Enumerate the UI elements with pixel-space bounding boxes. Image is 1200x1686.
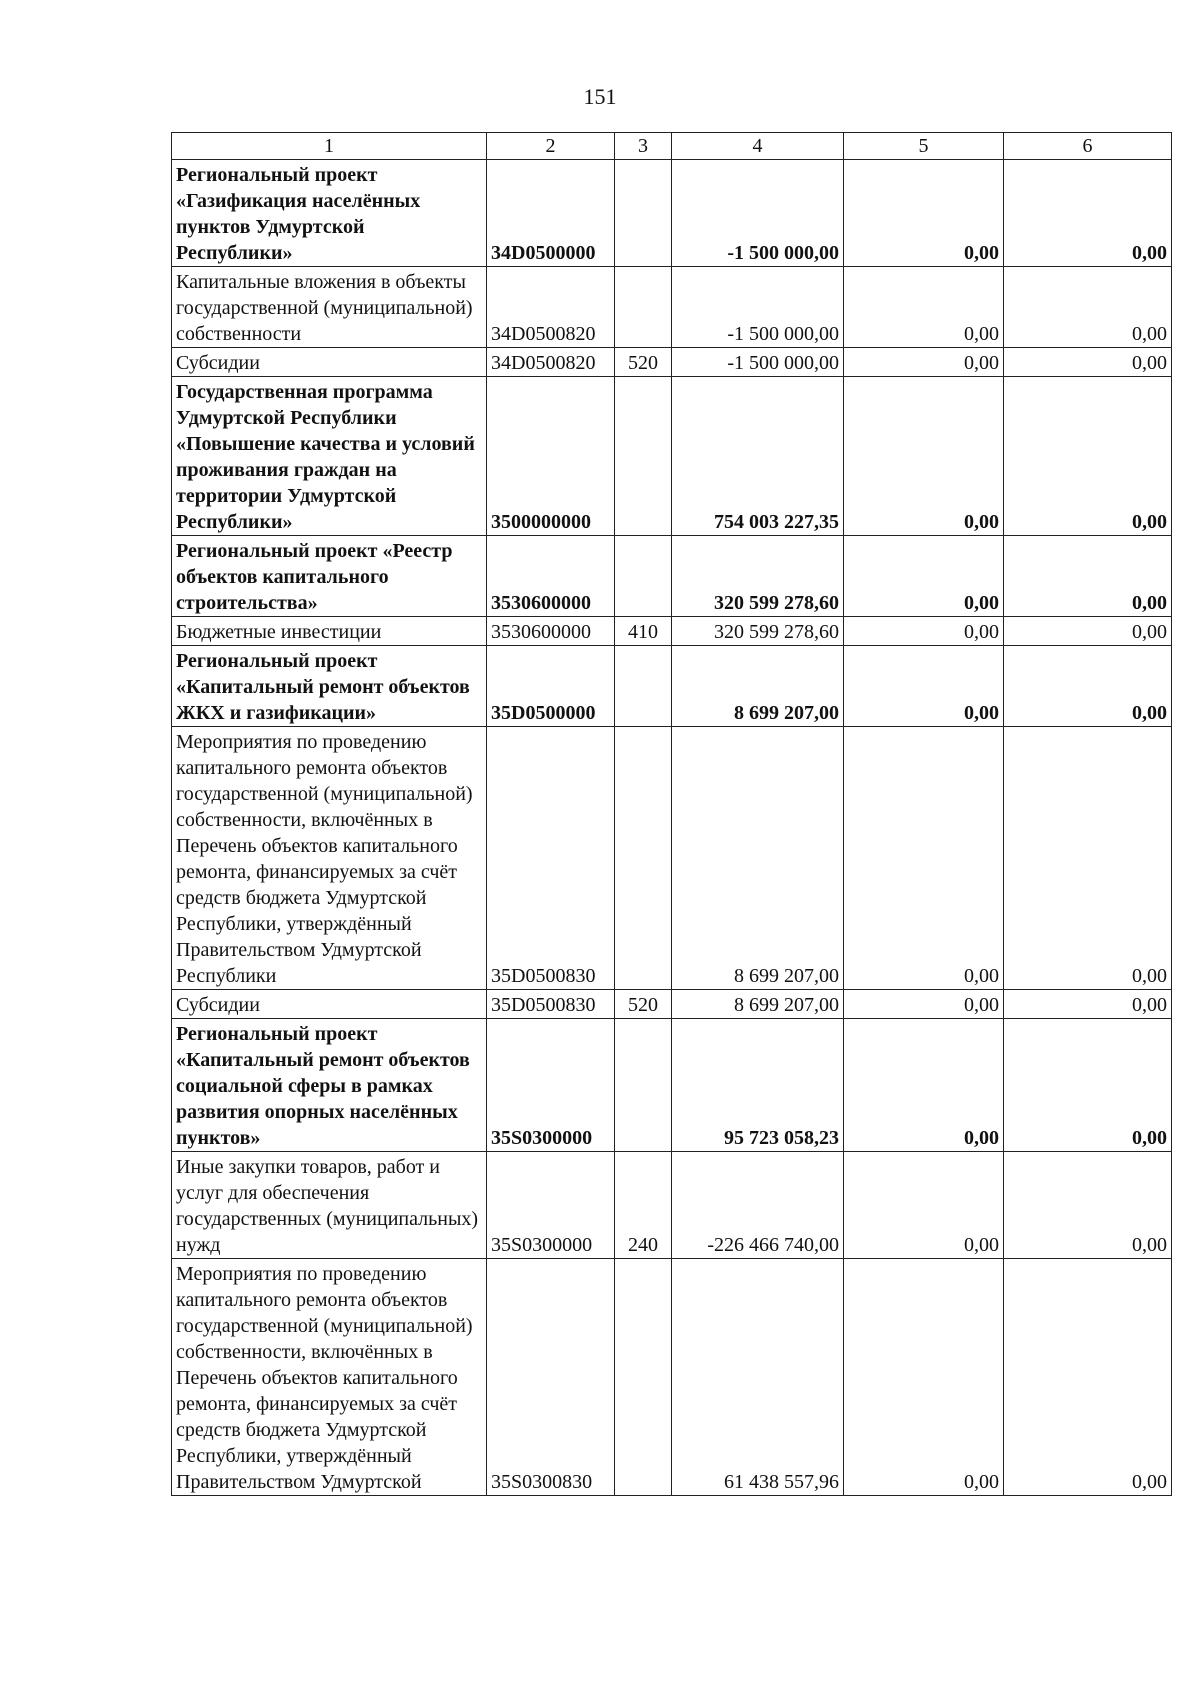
row-code-cell: 34D0500000 bbox=[487, 160, 615, 267]
row-col6-cell: 0,00 bbox=[1004, 1019, 1172, 1152]
row-col5-cell: 0,00 bbox=[844, 267, 1004, 348]
row-col5-cell: 0,00 bbox=[844, 160, 1004, 267]
row-col5-cell: 0,00 bbox=[844, 727, 1004, 990]
row-name-cell: Мероприятия по проведению капитального ремонта объектов государственной (муниципальной) собственности, включённых в Перечень объектов капитального ремонта, финансируемых за счёт средств бюджета Удмуртской Республики, утверждённый Правительством Удмуртской Республики bbox=[172, 727, 487, 990]
row-col6-cell: 0,00 bbox=[1004, 377, 1172, 536]
table-row bbox=[172, 646, 1172, 727]
row-col6-cell: 0,00 bbox=[1004, 267, 1172, 348]
row-amount-cell: -226 466 740,00 bbox=[672, 1152, 844, 1259]
row-col5-cell: 0,00 bbox=[844, 377, 1004, 536]
row-expense-type-cell bbox=[615, 377, 672, 536]
row-col6-cell: 0,00 bbox=[1004, 1152, 1172, 1259]
table-row bbox=[172, 990, 1172, 1019]
row-expense-type-cell bbox=[615, 1019, 672, 1152]
row-expense-type-cell: 410 bbox=[615, 617, 672, 646]
row-expense-type-cell bbox=[615, 727, 672, 990]
row-name-cell: Субсидии bbox=[172, 348, 487, 377]
row-name-cell: Субсидии bbox=[172, 990, 487, 1019]
row-code-cell: 34D0500820 bbox=[487, 267, 615, 348]
row-name-cell: Региональный проект «Реестр объектов капитального строительства» bbox=[172, 536, 487, 617]
row-expense-type-cell: 240 bbox=[615, 1152, 672, 1259]
table-row bbox=[172, 377, 1172, 536]
row-amount-cell: 8 699 207,00 bbox=[672, 727, 844, 990]
row-expense-type-cell: 520 bbox=[615, 348, 672, 377]
row-code-cell: 35D0500000 bbox=[487, 646, 615, 727]
row-col6-cell: 0,00 bbox=[1004, 160, 1172, 267]
row-code-cell: 3530600000 bbox=[487, 536, 615, 617]
row-amount-cell: 320 599 278,60 bbox=[672, 617, 844, 646]
row-code-cell: 35S0300000 bbox=[487, 1019, 615, 1152]
row-expense-type-cell bbox=[615, 1259, 672, 1496]
row-col6-cell: 0,00 bbox=[1004, 617, 1172, 646]
row-name-cell: Региональный проект «Капитальный ремонт объектов социальной сферы в рамках развития опорных населённых пунктов» bbox=[172, 1019, 487, 1152]
row-code-cell: 3530600000 bbox=[487, 617, 615, 646]
row-expense-type-cell bbox=[615, 536, 672, 617]
column-header-5: 5 bbox=[844, 133, 1004, 160]
table-row bbox=[172, 617, 1172, 646]
row-col6-cell: 0,00 bbox=[1004, 727, 1172, 990]
row-amount-cell: 754 003 227,35 bbox=[672, 377, 844, 536]
column-header-4: 4 bbox=[672, 133, 844, 160]
row-col5-cell: 0,00 bbox=[844, 536, 1004, 617]
row-code-cell: 34D0500820 bbox=[487, 348, 615, 377]
table-row bbox=[172, 267, 1172, 348]
row-col5-cell: 0,00 bbox=[844, 1259, 1004, 1496]
row-expense-type-cell bbox=[615, 160, 672, 267]
row-col6-cell: 0,00 bbox=[1004, 1259, 1172, 1496]
row-col5-cell: 0,00 bbox=[844, 348, 1004, 377]
row-col6-cell: 0,00 bbox=[1004, 536, 1172, 617]
row-col5-cell: 0,00 bbox=[844, 646, 1004, 727]
row-col6-cell: 0,00 bbox=[1004, 990, 1172, 1019]
row-name-cell: Региональный проект «Капитальный ремонт объектов ЖКХ и газификации» bbox=[172, 646, 487, 727]
row-expense-type-cell bbox=[615, 267, 672, 348]
row-amount-cell: 8 699 207,00 bbox=[672, 646, 844, 727]
column-header-2: 2 bbox=[487, 133, 615, 160]
row-expense-type-cell bbox=[615, 646, 672, 727]
row-code-cell: 3500000000 bbox=[487, 377, 615, 536]
row-name-cell: Государственная программа Удмуртской Республики «Повышение качества и условий проживания граждан на территории Удмуртской Республики» bbox=[172, 377, 487, 536]
table-row bbox=[172, 536, 1172, 617]
row-amount-cell: 61 438 557,96 bbox=[672, 1259, 844, 1496]
table-row bbox=[172, 1152, 1172, 1259]
column-header-3: 3 bbox=[615, 133, 672, 160]
budget-table bbox=[171, 132, 1172, 1496]
row-amount-cell: -1 500 000,00 bbox=[672, 348, 844, 377]
row-name-cell: Иные закупки товаров, работ и услуг для обеспечения государственных (муниципальных) нужд bbox=[172, 1152, 487, 1259]
row-name-cell: Региональный проект «Газификация населённых пунктов Удмуртской Республики» bbox=[172, 160, 487, 267]
table-row bbox=[172, 160, 1172, 267]
row-code-cell: 35D0500830 bbox=[487, 727, 615, 990]
row-code-cell: 35S0300830 bbox=[487, 1259, 615, 1496]
row-amount-cell: 320 599 278,60 bbox=[672, 536, 844, 617]
row-amount-cell: 95 723 058,23 bbox=[672, 1019, 844, 1152]
row-expense-type-cell: 520 bbox=[615, 990, 672, 1019]
row-col5-cell: 0,00 bbox=[844, 990, 1004, 1019]
row-col6-cell: 0,00 bbox=[1004, 348, 1172, 377]
row-col5-cell: 0,00 bbox=[844, 1152, 1004, 1259]
page-number: 151 bbox=[583, 84, 617, 109]
row-col5-cell: 0,00 bbox=[844, 1019, 1004, 1152]
row-name-cell: Бюджетные инвестиции bbox=[172, 617, 487, 646]
table-row bbox=[172, 727, 1172, 990]
column-header-1: 1 bbox=[172, 133, 487, 160]
row-name-cell: Мероприятия по проведению капитального ремонта объектов государственной (муниципальной) собственности, включённых в Перечень объектов капитального ремонта, финансируемых за счёт средств бюджета Удмуртской Республики, утверждённый Правительством Удмуртской bbox=[172, 1259, 487, 1496]
table-row bbox=[172, 1019, 1172, 1152]
row-amount-cell: 8 699 207,00 bbox=[672, 990, 844, 1019]
column-header-6: 6 bbox=[1004, 133, 1172, 160]
row-amount-cell: -1 500 000,00 bbox=[672, 267, 844, 348]
table-body bbox=[172, 160, 1172, 1496]
row-code-cell: 35S0300000 bbox=[487, 1152, 615, 1259]
row-col5-cell: 0,00 bbox=[844, 617, 1004, 646]
table-row bbox=[172, 348, 1172, 377]
row-col6-cell: 0,00 bbox=[1004, 646, 1172, 727]
table-header-row bbox=[172, 133, 1172, 160]
row-name-cell: Капитальные вложения в объекты государственной (муниципальной) собственности bbox=[172, 267, 487, 348]
table-row bbox=[172, 1259, 1172, 1496]
row-code-cell: 35D0500830 bbox=[487, 990, 615, 1019]
row-amount-cell: -1 500 000,00 bbox=[672, 160, 844, 267]
